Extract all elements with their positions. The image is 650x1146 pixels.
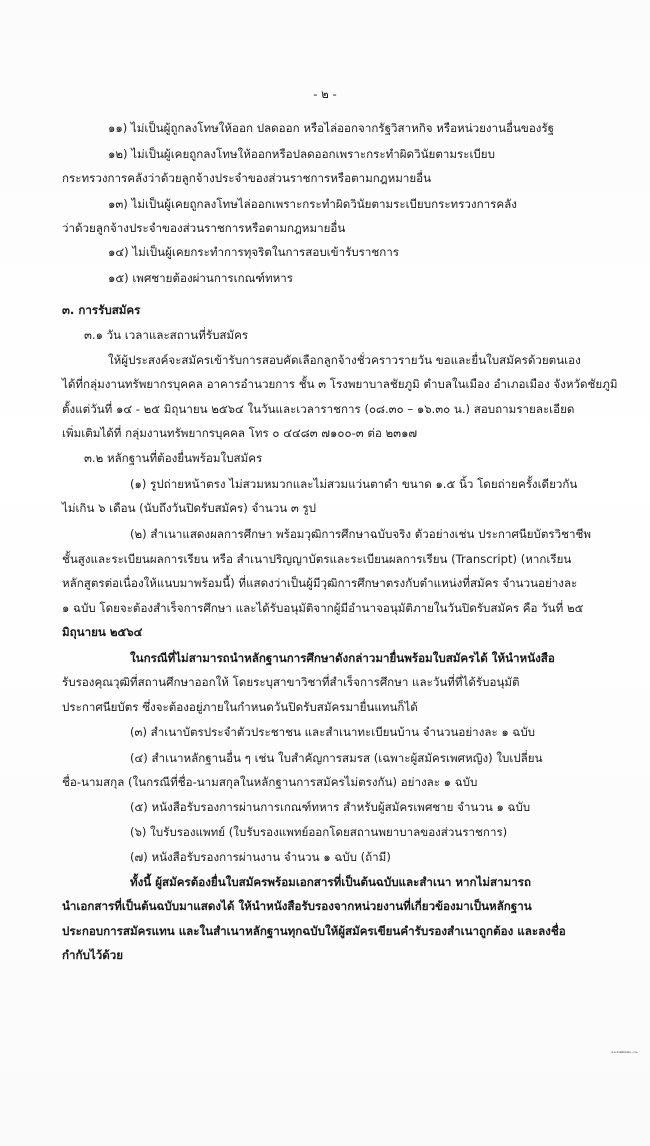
text-line: ในกรณีที่ไม่สามารถนำหลักฐานการศึกษาดังกล่าวมายื่นพร้อมใบสมัครได้ ให้นำหนังสือ [130,651,555,665]
text-line: มิถุนายน ๒๕๖๔ [62,625,143,639]
text-line: ไม่เกิน ๖ เดือน (นับถึงวันปิดรับสมัคร) จำนวน ๓ รูป [62,501,317,515]
text-line: กำกับไว้ด้วย [62,948,124,962]
text-line: (๕) หนังสือรับรองการผ่านการเกณฑ์ทหาร สำหรับผู้สมัครเพศชาย จำนวน ๑ ฉบับ [130,800,531,814]
subsection-heading: ๓.๒ หลักฐานที่ต้องยื่นพร้อมใบสมัคร [84,451,263,465]
text-line: ชื่อ-นามสกุล (ในกรณีที่ชื่อ-นามสกุลในหลักฐานการสมัครไม่ตรงกัน) อย่างละ ๑ ฉบับ [62,775,478,789]
text-line: ๑๕) เพศชายต้องผ่านการเกณฑ์ทหาร [108,271,294,285]
text-line: (๒) สำเนาแสดงผลการศึกษา พร้อมวุฒิการศึกษาฉบับจริง ตัวอย่างเช่น ประกาศนียบัตรวิชาชีพ [130,527,592,541]
text-line: ประกาศนียบัตร ซึ่งจะต้องอยู่ภายในกำหนดวันปิดรับสมัครมายื่นแทนก็ได้ [62,700,418,714]
text-line: ได้ที่กลุ่มงานทรัพยากรบุคคล อาคารอำนวยการ ชั้น ๓ โรงพยาบาลชัยภูมิ ตำบลในเมือง อำเภอเมือง จังหวัดชัยภูมิ [62,377,618,391]
text-line: ๑ ฉบับ โดยจะต้องสำเร็จการศึกษา และได้รับอนุมัติจากผู้มีอำนาจอนุมัติภายในวันปิดรับสมัคร คือ วันที่ ๒๕ [62,601,584,615]
text-line: ๑๒) ไม่เป็นผู้เคยถูกลงโทษให้ออกหรือปลดออกเพราะกระทำผิดวินัยตามระเบียบ [108,147,495,161]
text-line: (๓) สำเนาบัตรประจำตัวประชาชน และสำเนาทะเบียนบ้าน จำนวนอย่างละ ๑ ฉบับ [130,725,536,739]
page-number: - ๒ - [313,87,337,101]
text-line: (๖) ใบรับรองแพทย์ (ใบรับรองแพทย์ออกโดยสถานพยาบาลของส่วนราชการ) [130,825,508,839]
subsection-heading: ๓.๑ วัน เวลาและสถานที่รับสมัคร [84,328,249,342]
section-heading: ๓. การรับสมัคร [62,303,141,317]
page-footer: ๓.๓ ค่าสมัครสอบ.../-๓- [611,1051,638,1054]
text-line: รับรองคุณวุฒิที่สถานศึกษาออกให้ โดยระบุสาขาวิชาที่สำเร็จการศึกษา และวันที่ที่ได้รับอนุมัติ [62,675,520,689]
text-line: ว่าด้วยลูกจ้างประจำของส่วนราชการหรือตามกฎหมายอื่น [62,221,346,235]
text-line: กระทรวงการคลังว่าด้วยลูกจ้างประจำของส่วนราชการหรือตามกฎหมายอื่น [62,171,432,185]
text-line: ๑๑) ไม่เป็นผู้ถูกลงโทษให้ออก ปลดออก หรือไล่ออกจากรัฐวิสาหกิจ หรือหน่วยงานอื่นของรัฐ [108,121,555,135]
text-line: (๗) หนังสือรับรองการผ่านงาน จำนวน ๑ ฉบับ (ถ้ามี) [130,850,391,864]
text-line: ๑๔) ไม่เป็นผู้เคยกระทำการทุจริตในการสอบเข้ารับราชการ [108,245,400,259]
text-line: นำเอกสารที่เป็นต้นฉบับมาแสดงได้ ให้นำหนังสือรับรองจากหน่วยงานที่เกี่ยวข้องมาเป็นหลักฐาน [62,899,532,913]
text-line: ให้ผู้ประสงค์จะสมัครเข้ารับการสอบคัดเลือกลูกจ้างชั่วคราวรายวัน ขอและยื่นใบสมัครด้วยตนเอง [108,353,581,367]
text-line: ตั้งแต่วันที่ ๑๔ - ๒๕ มิถุนายน ๒๕๖๔ ในวันและเวลาราชการ (๐๘.๓๐ – ๑๖.๓๐ น.) สอบถามรายละเอียด [62,402,575,416]
text-line: ทั้งนี้ ผู้สมัครต้องยื่นใบสมัครพร้อมเอกสารที่เป็นต้นฉบับและสำเนา หากไม่สามารถ [130,875,532,889]
text-line: หลักสูตรต่อเนื่องให้แนบมาพร้อมนี้) ที่แสดงว่าเป็นผู้มีวุฒิการศึกษาตรงกับตำแหน่งที่สมัคร จำนวนอย่างละ [62,576,578,590]
text-line: ประกอบการสมัครแทน และในสำเนาหลักฐานทุกฉบับให้ผู้สมัครเขียนคำรับรองสำเนาถูกต้อง และลงชื่อ [62,924,566,938]
text-line: (๔) สำเนาหลักฐานอื่น ๆ เช่น ใบสำคัญการสมรส (เฉพาะผู้สมัครเพศหญิง) ใบเปลี่ยน [130,751,543,765]
text-line: ๑๓) ไม่เป็นผู้เคยถูกลงโทษไล่ออกเพราะกระทำผิดวินัยตามระเบียบกระทรวงการคลัง [108,197,517,211]
text-line: เพิ่มเติมได้ที่ กลุ่มงานทรัพยากรบุคคล โทร ๐ ๔๔๘๓ ๗๑๐๐-๓ ต่อ ๒๓๑๗ [62,426,418,440]
text-line: ชั้นสูงและระเบียนผลการเรียน หรือ สำเนาปริญญาบัตรและระเบียนผลการเรียน (Transcript) (หากเรียน [62,552,572,566]
text-line: (๑) รูปถ่ายหน้าตรง ไม่สวมหมวกและไม่สวมแว่นตาดำ ขนาด ๑.๕ นิ้ว โดยถ่ายครั้งเดียวกัน [130,477,578,491]
